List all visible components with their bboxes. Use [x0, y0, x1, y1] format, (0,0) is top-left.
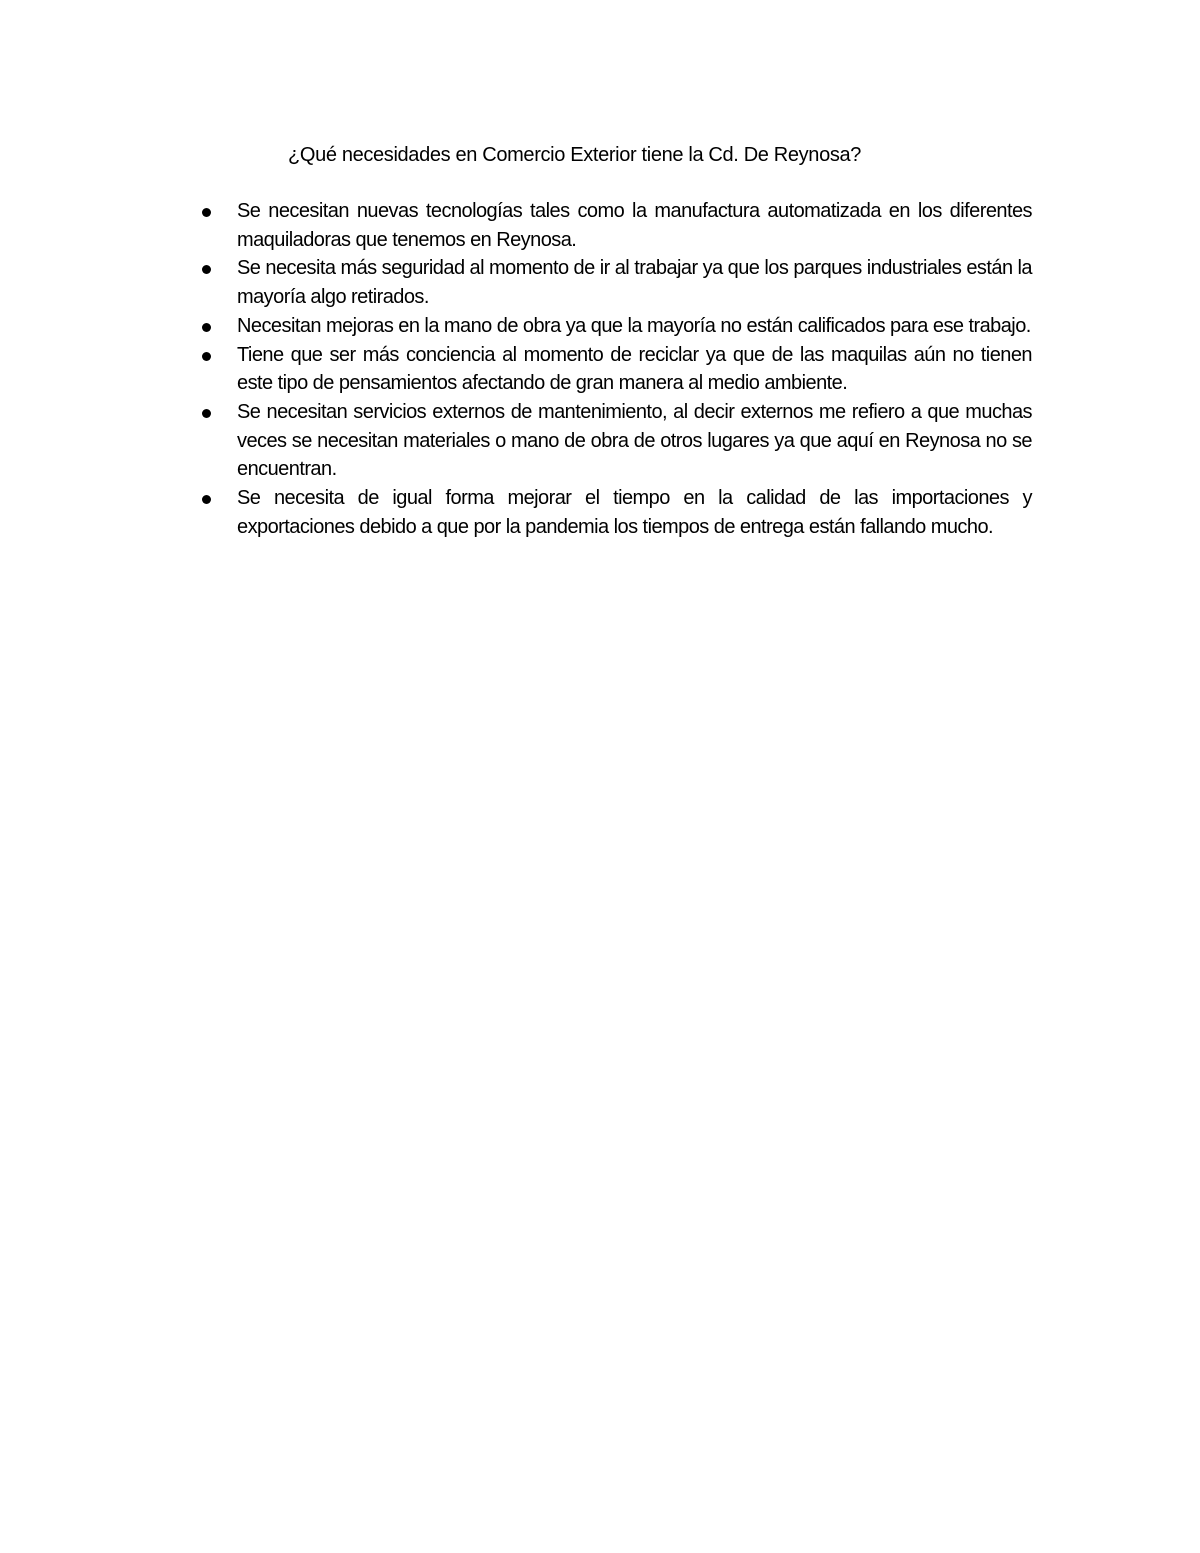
list-item-text: Se necesita más seguridad al momento de ir al trabajar ya que los parques industriales están la mayoría algo retirados.	[237, 257, 1032, 309]
list-item	[200, 312, 1032, 341]
bullet-icon	[202, 495, 211, 504]
list-item-text: Se necesitan servicios externos de mantenimiento, al decir externos me refiero a que muchas veces se necesitan materiales o mano de obra de otros lugares ya que aquí en Reynosa no se encuentran.	[237, 400, 1032, 481]
bullet-icon	[202, 265, 211, 274]
list-item-text: Se necesita de igual forma mejorar el tiempo en la calidad de las importaciones y exportaciones debido a que por la pandemia los tiempos de entrega están fallando mucho.	[237, 487, 1032, 538]
list-item	[200, 398, 1032, 484]
bullet-icon	[202, 208, 211, 217]
list-item	[200, 254, 1032, 311]
bullet-icon	[202, 323, 211, 332]
list-item-text: Tiene que ser más conciencia al momento de reciclar ya que de las maquilas aún no tienen este tipo de pensamientos afectando de gran manera al medio ambiente.	[237, 343, 1032, 395]
bullet-icon	[202, 409, 211, 418]
list-item	[200, 484, 1032, 541]
document-title: ¿Qué necesidades en Comercio Exterior tiene la Cd. De Reynosa?	[288, 144, 862, 166]
bullet-icon	[202, 352, 211, 361]
needs-list	[200, 197, 1032, 541]
list-item	[200, 197, 1032, 254]
list-item-text: Necesitan mejoras en la mano de obra ya que la mayoría no están calificados para ese trabajo.	[237, 314, 1031, 337]
list-item-text: Se necesitan nuevas tecnologías tales como la manufactura automatizada en los diferentes maquiladoras que tenemos en Reynosa.	[237, 200, 1032, 251]
list-item	[200, 341, 1032, 398]
